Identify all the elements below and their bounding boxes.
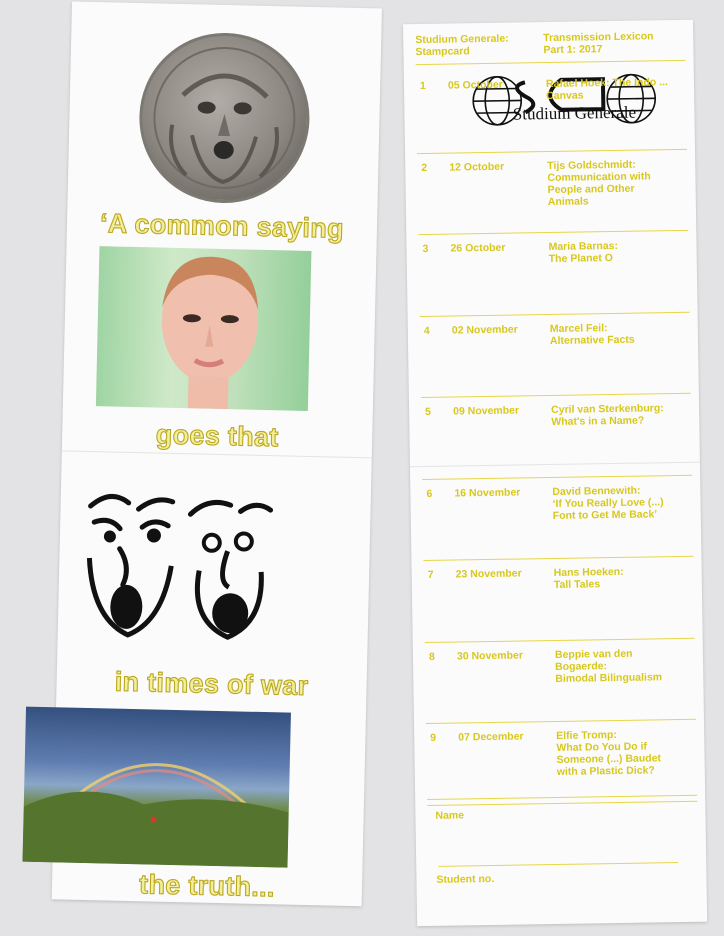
- entry-title: Hans Hoeken: Tall Tales: [553, 565, 624, 591]
- entry-number: 5: [425, 405, 432, 418]
- entry-title: Maria Barnas: The Planet O: [548, 239, 619, 266]
- rainbow-icon: [23, 707, 291, 868]
- caption-1: ‘A common saying: [99, 208, 345, 244]
- stamp-entry: [411, 557, 702, 643]
- entry-date: 05 October: [447, 78, 503, 92]
- stamp-entry: [405, 149, 696, 235]
- portrait-icon: [96, 246, 312, 411]
- entry-title: Beppie van den Bogaerde: Bimodal Bilingualism: [554, 647, 663, 685]
- woman-portrait-photo: [96, 246, 312, 411]
- entry-date: 30 November: [456, 648, 523, 663]
- stamp-entry: [406, 231, 697, 317]
- entry-number: 4: [423, 324, 430, 337]
- caption-2: goes that: [155, 419, 279, 453]
- student-number-label: Student no.: [436, 872, 495, 886]
- stampcard: [403, 20, 707, 926]
- student-number-field[interactable]: [506, 872, 676, 889]
- bocca-della-verita-image: [138, 31, 312, 205]
- booklet-card: [52, 1, 382, 906]
- entry-number: 1: [419, 79, 426, 93]
- entry-number: 3: [422, 242, 429, 255]
- screaming-faces-icon: [78, 488, 281, 642]
- stamp-text: Studium Generale: [512, 102, 637, 124]
- entry-title: Cyril van Sterkenburg: What's in a Name?: [551, 402, 664, 428]
- rainbow-landscape-photo: [23, 707, 291, 868]
- entry-date: 12 October: [449, 160, 505, 174]
- stone-face-icon: [141, 34, 309, 202]
- entry-date: 23 November: [455, 567, 522, 581]
- entry-date: 09 November: [453, 404, 520, 418]
- entry-title: Tijs Goldschmidt: Communication with People and Other Animals: [547, 158, 651, 208]
- stamp-entry: [408, 312, 699, 398]
- entry-date: 07 December: [458, 730, 524, 744]
- name-field[interactable]: [438, 840, 678, 867]
- entry-date: 26 October: [450, 241, 506, 255]
- entry-date: 02 November: [451, 323, 518, 337]
- entry-title: Rafael Hoek: The Indo ... Canvas: [545, 76, 668, 103]
- entry-number: 7: [427, 568, 434, 581]
- name-label: Name: [435, 809, 465, 822]
- caption-4: the truth...: [138, 869, 276, 903]
- entry-number: 6: [426, 487, 433, 500]
- stamp-entry: [414, 720, 705, 806]
- stamp-entry: [404, 68, 695, 154]
- entry-title: Marcel Feil: Alternative Facts: [549, 321, 635, 347]
- stamp-entry: [410, 475, 701, 561]
- entry-date: 16 November: [454, 485, 521, 500]
- stampcard-header-left: Studium Generale: Stampcard: [415, 32, 509, 59]
- entry-number: 8: [428, 650, 435, 663]
- stampcard-header-right: Transmission Lexicon Part 1: 2017: [543, 30, 654, 57]
- entry-number: 9: [430, 731, 437, 744]
- stamp-entry: [413, 638, 704, 724]
- entry-title: Elfie Tromp: What Do You Do if Someone (...) Baudet with a Plastic Dick?: [556, 729, 662, 778]
- stamp-entry: [409, 394, 700, 480]
- entry-divider: [427, 800, 697, 805]
- caption-3: in times of war: [114, 666, 309, 702]
- entry-number: 2: [421, 161, 428, 174]
- entry-title: David Bennewith: ‘If You Really Love (...) Font to Get Me Back’: [552, 484, 664, 522]
